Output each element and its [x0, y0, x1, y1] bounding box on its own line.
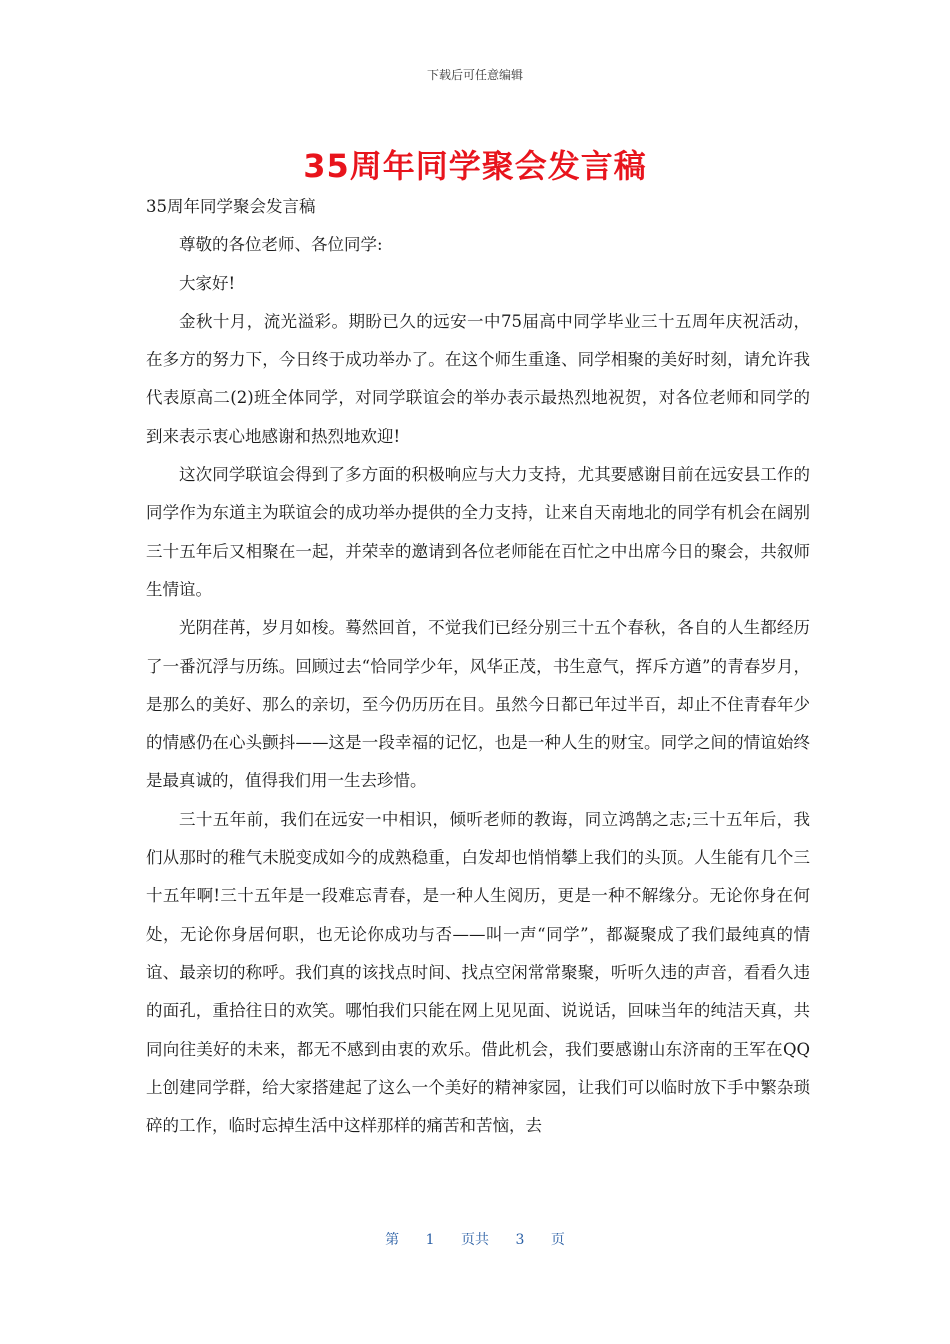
header-note: 下载后可任意编辑 — [426, 68, 523, 82]
footer-prefix: 第 — [385, 1232, 400, 1248]
paragraph-3: 光阴荏苒，岁月如梭。蓦然回首，不觉我们已经分别三十五个春秋，各自的人生都经历了一番沉浮与历练。回顾过去“恰同学少年，风华正茂，书生意气，挥斥方遒”的青春岁月，是那么的美好、那么的亲切，至今仍历历在目。虽然今日都已年过半百，却止不住青春年少的情感仍在心头颤抖——这是一段幸福的记忆，也是一种人生的财宝。同学之间的情谊始终是最真诚的，值得我们用一生去珍惜。 — [146, 618, 810, 791]
footer-current-page: 1 — [425, 1232, 435, 1248]
paragraph-2: 这次同学联谊会得到了多方面的积极响应与大力支持，尤其要感谢目前在远安县工作的同学作为东道主为联谊会的成功举办提供的全力支持，让来自天南地北的同学有机会在阔别三十五年后又相聚在一起，并荣幸的邀请到各位老师能在百忙之中出席今日的聚会，共叙师生情谊。 — [146, 465, 810, 599]
document-body — [146, 188, 810, 1145]
document-subtitle: 35周年同学聚会发言稿 — [146, 197, 316, 216]
page-footer — [0, 1229, 950, 1249]
paragraph-1: 金秋十月，流光溢彩。期盼已久的远安一中75届高中同学毕业三十五周年庆祝活动，在多方的努力下，今日终于成功举办了。在这个师生重逢、同学相聚的美好时刻，请允许我代表原高二(2)班全体同学，对同学联谊会的举办表示最热烈地祝贺，对各位老师和同学的到来表示衷心地感谢和热烈地欢迎! — [146, 311, 810, 446]
greeting: 尊敬的各位老师、各位同学: — [179, 235, 383, 255]
footer-suffix: 页 — [550, 1232, 565, 1248]
document-title: 35周年同学聚会发言稿 — [303, 147, 647, 185]
paragraph-4: 三十五年前，我们在远安一中相识，倾听老师的教诲，同立鸿鹄之志;三十五年后，我们从那时的稚气未脱变成如今的成熟稳重，白发却也悄悄攀上我们的头顶。人生能有几个三十五年啊!三十五年是一段难忘青春，是一种人生阅历，更是一种不解缘分。无论你身在何处，无论你身居何职，也无论你成功与否——叫一声“同学”，都凝聚成了我们最纯真的情谊、最亲切的称呼。我们真的该找点时间、找点空闲常常聚聚，听听久违的声音，看看久违的面孔，重拾往日的欢笑。哪怕我们只能在网上见见面、说说话，回味当年的纯洁天真，共同向往美好的未来，都无不感到由衷的欢乐。借此机会，我们要感谢山东济南的王军在QQ上创建同学群，给大家搭建起了这么一个美好的精神家园，让我们可以临时放下手中繁杂琐碎的工作，临时忘掉生活中这样那样的痛苦和苦恼，去 — [146, 809, 810, 1136]
footer-total-pages: 3 — [515, 1232, 525, 1248]
footer-middle: 页共 — [461, 1232, 489, 1248]
salutation: 大家好! — [179, 273, 236, 293]
